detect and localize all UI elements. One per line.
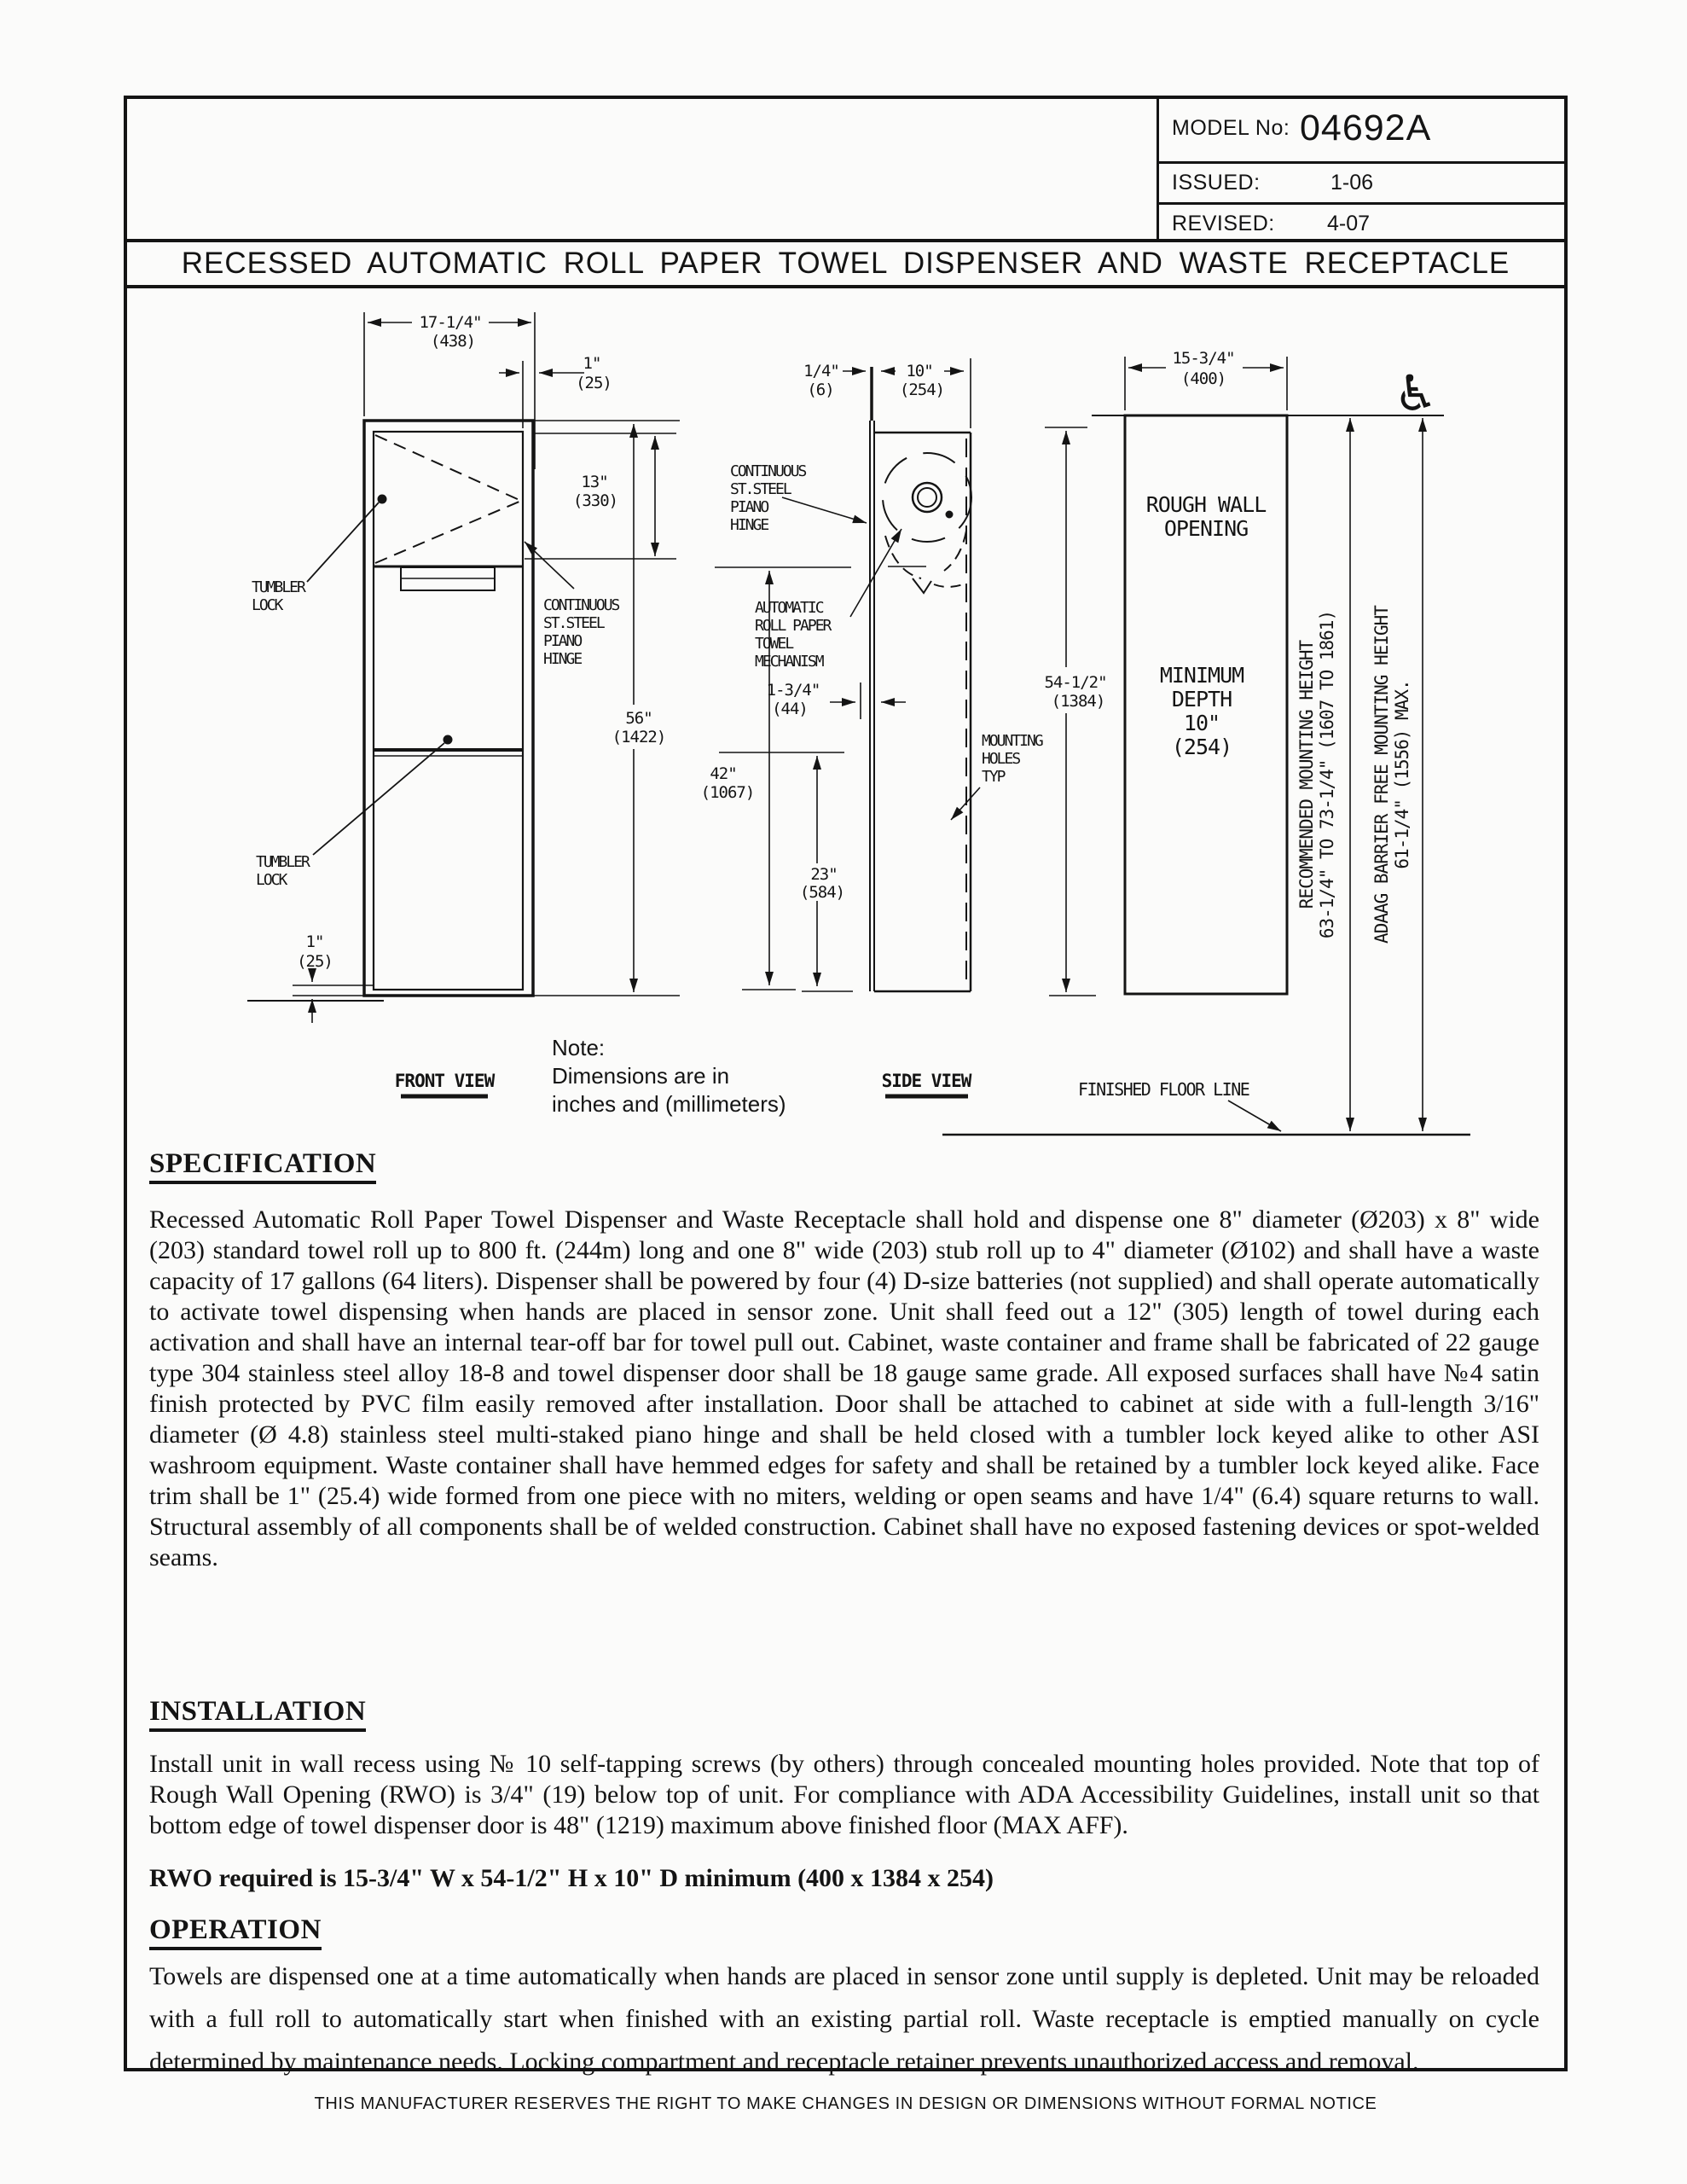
hinge-label-front: PIANO [543,632,582,650]
adaag-mounting-height-label: ADAAG BARRIER FREE MOUNTING HEIGHT [1371,606,1392,944]
titleblock-row-line-2 [1157,202,1568,205]
issued-value: 1-06 [1330,171,1374,195]
installation-heading: INSTALLATION [149,1696,366,1732]
dim-door-h-in: 13" [581,473,608,491]
adaag-mounting-height-value: 61-1/4" (1556) MAX. [1392,680,1412,869]
hinge-label-front: CONTINUOUS [543,596,619,614]
mounting-holes-label: HOLES [982,750,1020,768]
hinge-label-front: HINGE [543,650,582,668]
front-view-drawing [247,421,533,1001]
wheelchair-accessibility-icon: ♿ [1394,364,1438,422]
dim-sensor-h-mm: (1067) [700,783,755,802]
titleblock-row-line-1 [1157,161,1568,164]
dim-waste-door-h-in: 23" [810,865,838,884]
dim-overall-h-mm: (1422) [612,728,666,746]
dim-depth-mm: (254) [899,380,945,399]
rwo-dimensions [1045,357,1423,1131]
dim-trim-bottom-in: 1" [305,932,324,951]
hinge-label-side: ST.STEEL [730,480,791,498]
rwo-requirement-note: RWO required is 15-3/4" W x 54-1/2" H x 10" D minimum (400 x 1384 x 254) [149,1864,994,1892]
titleblock-divider [1157,96,1159,239]
rough-wall-opening-label: OPENING [1163,516,1249,541]
front-view-label: FRONT VIEW [394,1071,495,1091]
dim-rwo-h-in: 54-1/2" [1044,673,1107,692]
mounting-holes-label: MOUNTING [982,732,1042,750]
front-view-dimensions [293,312,680,1023]
mechanism-label: AUTOMATIC [755,599,823,617]
side-view-label: SIDE VIEW [881,1071,971,1091]
dim-projection-in: 1-3/4" [766,681,820,700]
dim-projection-mm: (44) [772,700,808,718]
dim-depth-in: 10" [906,362,933,380]
dim-door-h-mm: (330) [572,491,618,510]
dim-trim-top-in: 1" [583,354,601,373]
technical-drawing [124,288,1568,1152]
dim-rwo-h-mm: (1384) [1051,692,1105,711]
recommended-mounting-height-label: RECOMMENDED MOUNTING HEIGHT [1296,640,1317,909]
dimension-note: Note: [552,1035,606,1060]
tumbler-lock-bottom-label: LOCK [256,871,287,889]
dim-rwo-w-in: 15-3/4" [1172,349,1235,368]
revised-label: REVISED: [1172,212,1275,235]
mounting-holes-label: TYP [982,768,1005,786]
hinge-label-side: CONTINUOUS [730,462,806,480]
rough-wall-opening-label: ROUGH WALL [1145,492,1267,517]
recommended-mounting-height-value: 63-1/4" TO 73-1/4" (1607 TO 1861) [1317,610,1337,939]
footer-disclaimer: THIS MANUFACTURER RESERVES THE RIGHT TO MAKE CHANGES IN DESIGN OR DIMENSIONS WITHOUT FORMAL NOTICE [314,2094,1377,2113]
mechanism-label: MECHANISM [755,653,823,671]
installation-body: Install unit in wall recess using № 10 self-tapping screws (by others) through concealed mounting holes provided. Note that top of Rough Wall Opening (RWO) is 3/4" (19) below top of unit. For compliance with ADA Accessibility Guidelines, install unit so that bottom edge of towel dispenser door is 48" (1219) maximum above finished floor (MAX AFF). [149,1750,1539,1839]
operation-body: Towels are dispensed one at a time automatically when hands are placed in sensor zone until supply is depleted. Unit may be reloaded with a full roll to automatically start when finished with an existing partial roll. Waste receptacle is emptied manually on cycle determined by maintenance needs. Locking compartment and receptacle retainer prevents unauthorized access and removal. [149,1962,1539,2076]
sheet-title: RECESSED AUTOMATIC ROLL PAPER TOWEL DISPENSER AND WASTE RECEPTACLE [127,239,1564,288]
dim-sensor-h-in: 42" [710,764,737,783]
min-depth-label: 10" [1183,711,1220,735]
tumbler-lock-bottom-label: TUMBLER [256,853,309,871]
min-depth-label: MINIMUM [1159,663,1244,688]
dim-waste-door-h-mm: (584) [799,883,845,902]
revised-value: 4-07 [1327,212,1371,235]
dim-trim-top-mm: (25) [576,374,612,392]
hinge-label-side: PIANO [730,498,768,516]
issued-label: ISSUED: [1172,171,1261,195]
dim-trim-bottom-mm: (25) [297,952,333,971]
dim-width-mm: (438) [430,332,476,351]
dimension-note: inches and (millimeters) [552,1091,786,1117]
tumbler-lock-top-label: LOCK [252,596,282,614]
hinge-label-front: ST.STEEL [543,614,604,632]
operation-heading: OPERATION [149,1914,322,1950]
dim-reveal-in: 1/4" [803,362,839,380]
tumbler-lock-top-label: TUMBLER [252,578,304,596]
specification-body: Recessed Automatic Roll Paper Towel Dispenser and Waste Receptacle shall hold and dispense one 8" diameter (Ø203) x 8" wide (203) standard towel roll up to 800 ft. (244m) long and one 8" wide (203) stub roll up to 4" diameter (Ø102) and shall have a waste capacity of 17 gallons (64 liters). Dispenser shall be powered by four (4) D-size batteries (not supplied) and shall operate automatically to activate towel dispensing when hands are placed in sensor zone. Unit shall feed out a 12" (305) length of towel during each activation and shall have an internal tear-off bar for towel pull out. Cabinet, waste container and frame shall be fabricated of 22 gauge type 304 stainless steel alloy 18-8 and towel dispenser door shall be 18 gauge same grade. All exposed surfaces shall have №4 satin finish protected by PVC film easily removed after installation. Door shall be attached to cabinet at side with a full-length 3/16" diameter (Ø 4.8) stainless steel multi-staked piano hinge and shall be held closed with a tumbler lock keyed alike to other ASI washroom equipment. Waste container shall have hemmed edges for safety and shall be retained by a tumbler lock keyed alike. Face trim shall be 1" (25.4) wide formed from one piece with no miters, welding or open seams and have 1/4" (6.4) square returns to wall. Structural assembly of all components shall be of welded construction. Cabinet shall have no exposed fastening devices or spot-welded seams. [149,1205,1539,1571]
model-label: MODEL No: [1172,116,1290,140]
min-depth-label: (254) [1171,735,1232,759]
min-depth-label: DEPTH [1171,687,1232,712]
dim-rwo-w-mm: (400) [1180,369,1226,388]
dim-reveal-mm: (6) [807,380,834,399]
hinge-label-side: HINGE [730,516,768,534]
side-view-drawing [870,367,971,991]
model-value: 04692A [1300,107,1432,148]
finished-floor-line-label: FINISHED FLOOR LINE [1078,1079,1249,1100]
specification-heading: SPECIFICATION [149,1148,376,1184]
mechanism-label: TOWEL [755,635,793,653]
mechanism-label: ROLL PAPER [755,617,831,635]
dimension-note: Dimensions are in [552,1063,730,1089]
dim-width-in: 17-1/4" [419,313,482,332]
dim-overall-h-in: 56" [625,709,652,728]
